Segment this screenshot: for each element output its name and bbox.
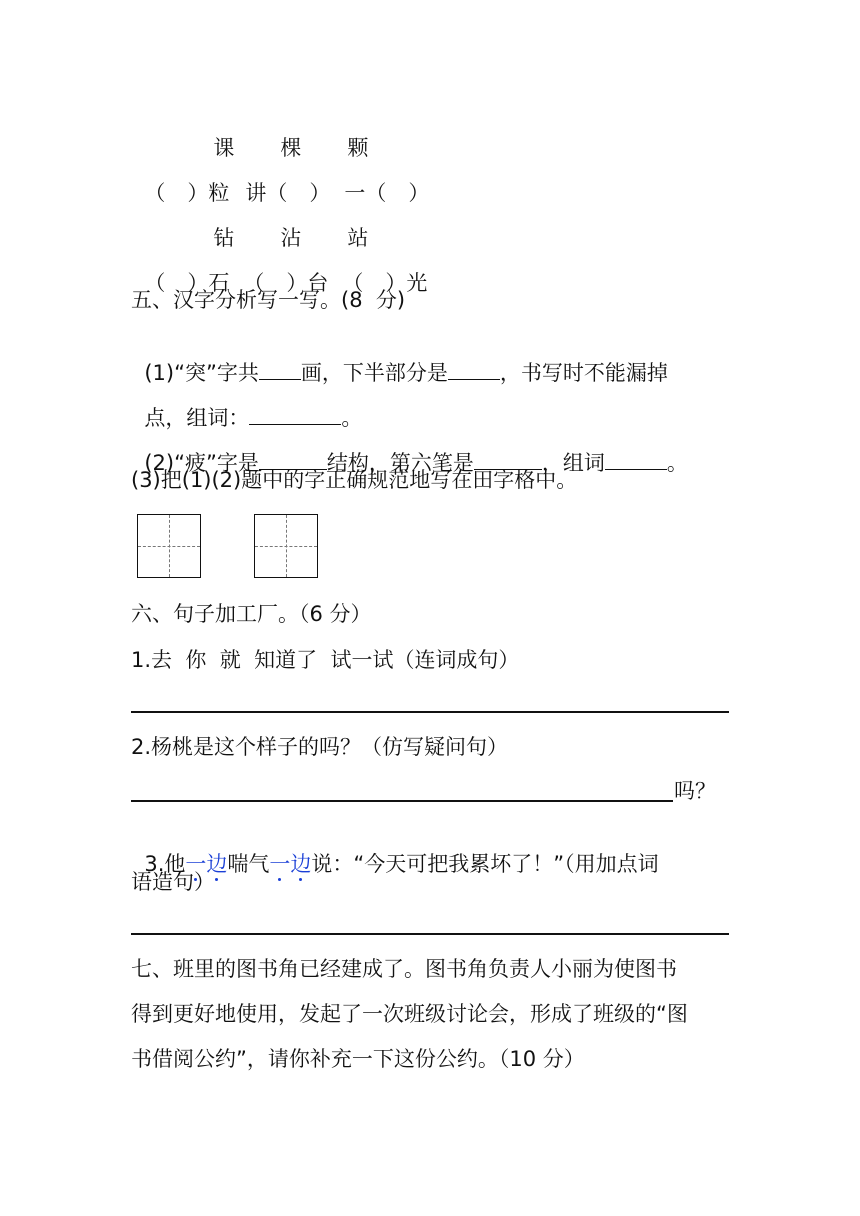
- emphasized-word: 一边: [185, 850, 227, 878]
- question-6-1: 1.去 你 就 知道了 试一试（连词成句）: [131, 648, 520, 672]
- question-6-3: 3.他一边 喘气一边 说：“今天可把我累坏了！”（用加点词: [131, 822, 659, 878]
- tianzige-box[interactable]: [137, 514, 201, 578]
- emphasized-word: 一边: [269, 850, 311, 878]
- question-5-1: (1)“突”字共 画，下半部分是 ，书写时不能漏掉: [144, 361, 668, 385]
- char: 沾: [280, 226, 302, 250]
- char: 棵: [280, 136, 302, 160]
- question-6-2: 2.杨桃是这个样子的吗？（仿写疑问句）: [131, 735, 509, 759]
- question-5-3: (3)把(1)(2)题中的字正确规范地写在田字格中。: [131, 468, 578, 492]
- grid-guide: [286, 515, 287, 577]
- char: 站: [347, 226, 369, 250]
- answer-blank[interactable]: [605, 449, 667, 470]
- answer-line[interactable]: [131, 711, 729, 713]
- answer-line[interactable]: [131, 933, 729, 935]
- question-5-1-cont: 点，组词： 。: [144, 406, 363, 430]
- tianzige-box[interactable]: [254, 514, 318, 578]
- question-6-3-cont: 语造句）: [131, 870, 215, 894]
- section-6-title: 六、句子加工厂。（6 分）: [131, 602, 372, 626]
- char: 课: [213, 136, 235, 160]
- question-5-2: (2)“疲”字是 结构，第六笔是 ，组词 。: [144, 451, 688, 475]
- section-5-title: 五、汉字分析写一写。(8 分): [131, 288, 406, 312]
- char: 颗: [347, 136, 369, 160]
- answer-line[interactable]: [131, 800, 673, 802]
- section-7-line-2: 得到更好地使用，发起了一次班级讨论会，形成了班级的“图: [131, 1002, 688, 1026]
- grid-guide: [169, 515, 170, 577]
- section-7-line-1: 七、班里的图书角已经建成了。图书角负责人小丽为使图书: [131, 957, 677, 981]
- emphasis-dots: [269, 878, 311, 884]
- answer-blank[interactable]: [448, 359, 500, 380]
- char: 钻: [213, 226, 235, 250]
- fill-row-1: （ ）粒 讲（ ） 一（ ）: [144, 181, 430, 205]
- question-6-2-end: 吗？: [674, 779, 716, 803]
- section-7-line-3: 书借阅公约”，请你补充一下这份公约。（10 分）: [131, 1047, 585, 1071]
- fill-row-2: （ ）石 （ ）台 （ ）光: [144, 271, 428, 295]
